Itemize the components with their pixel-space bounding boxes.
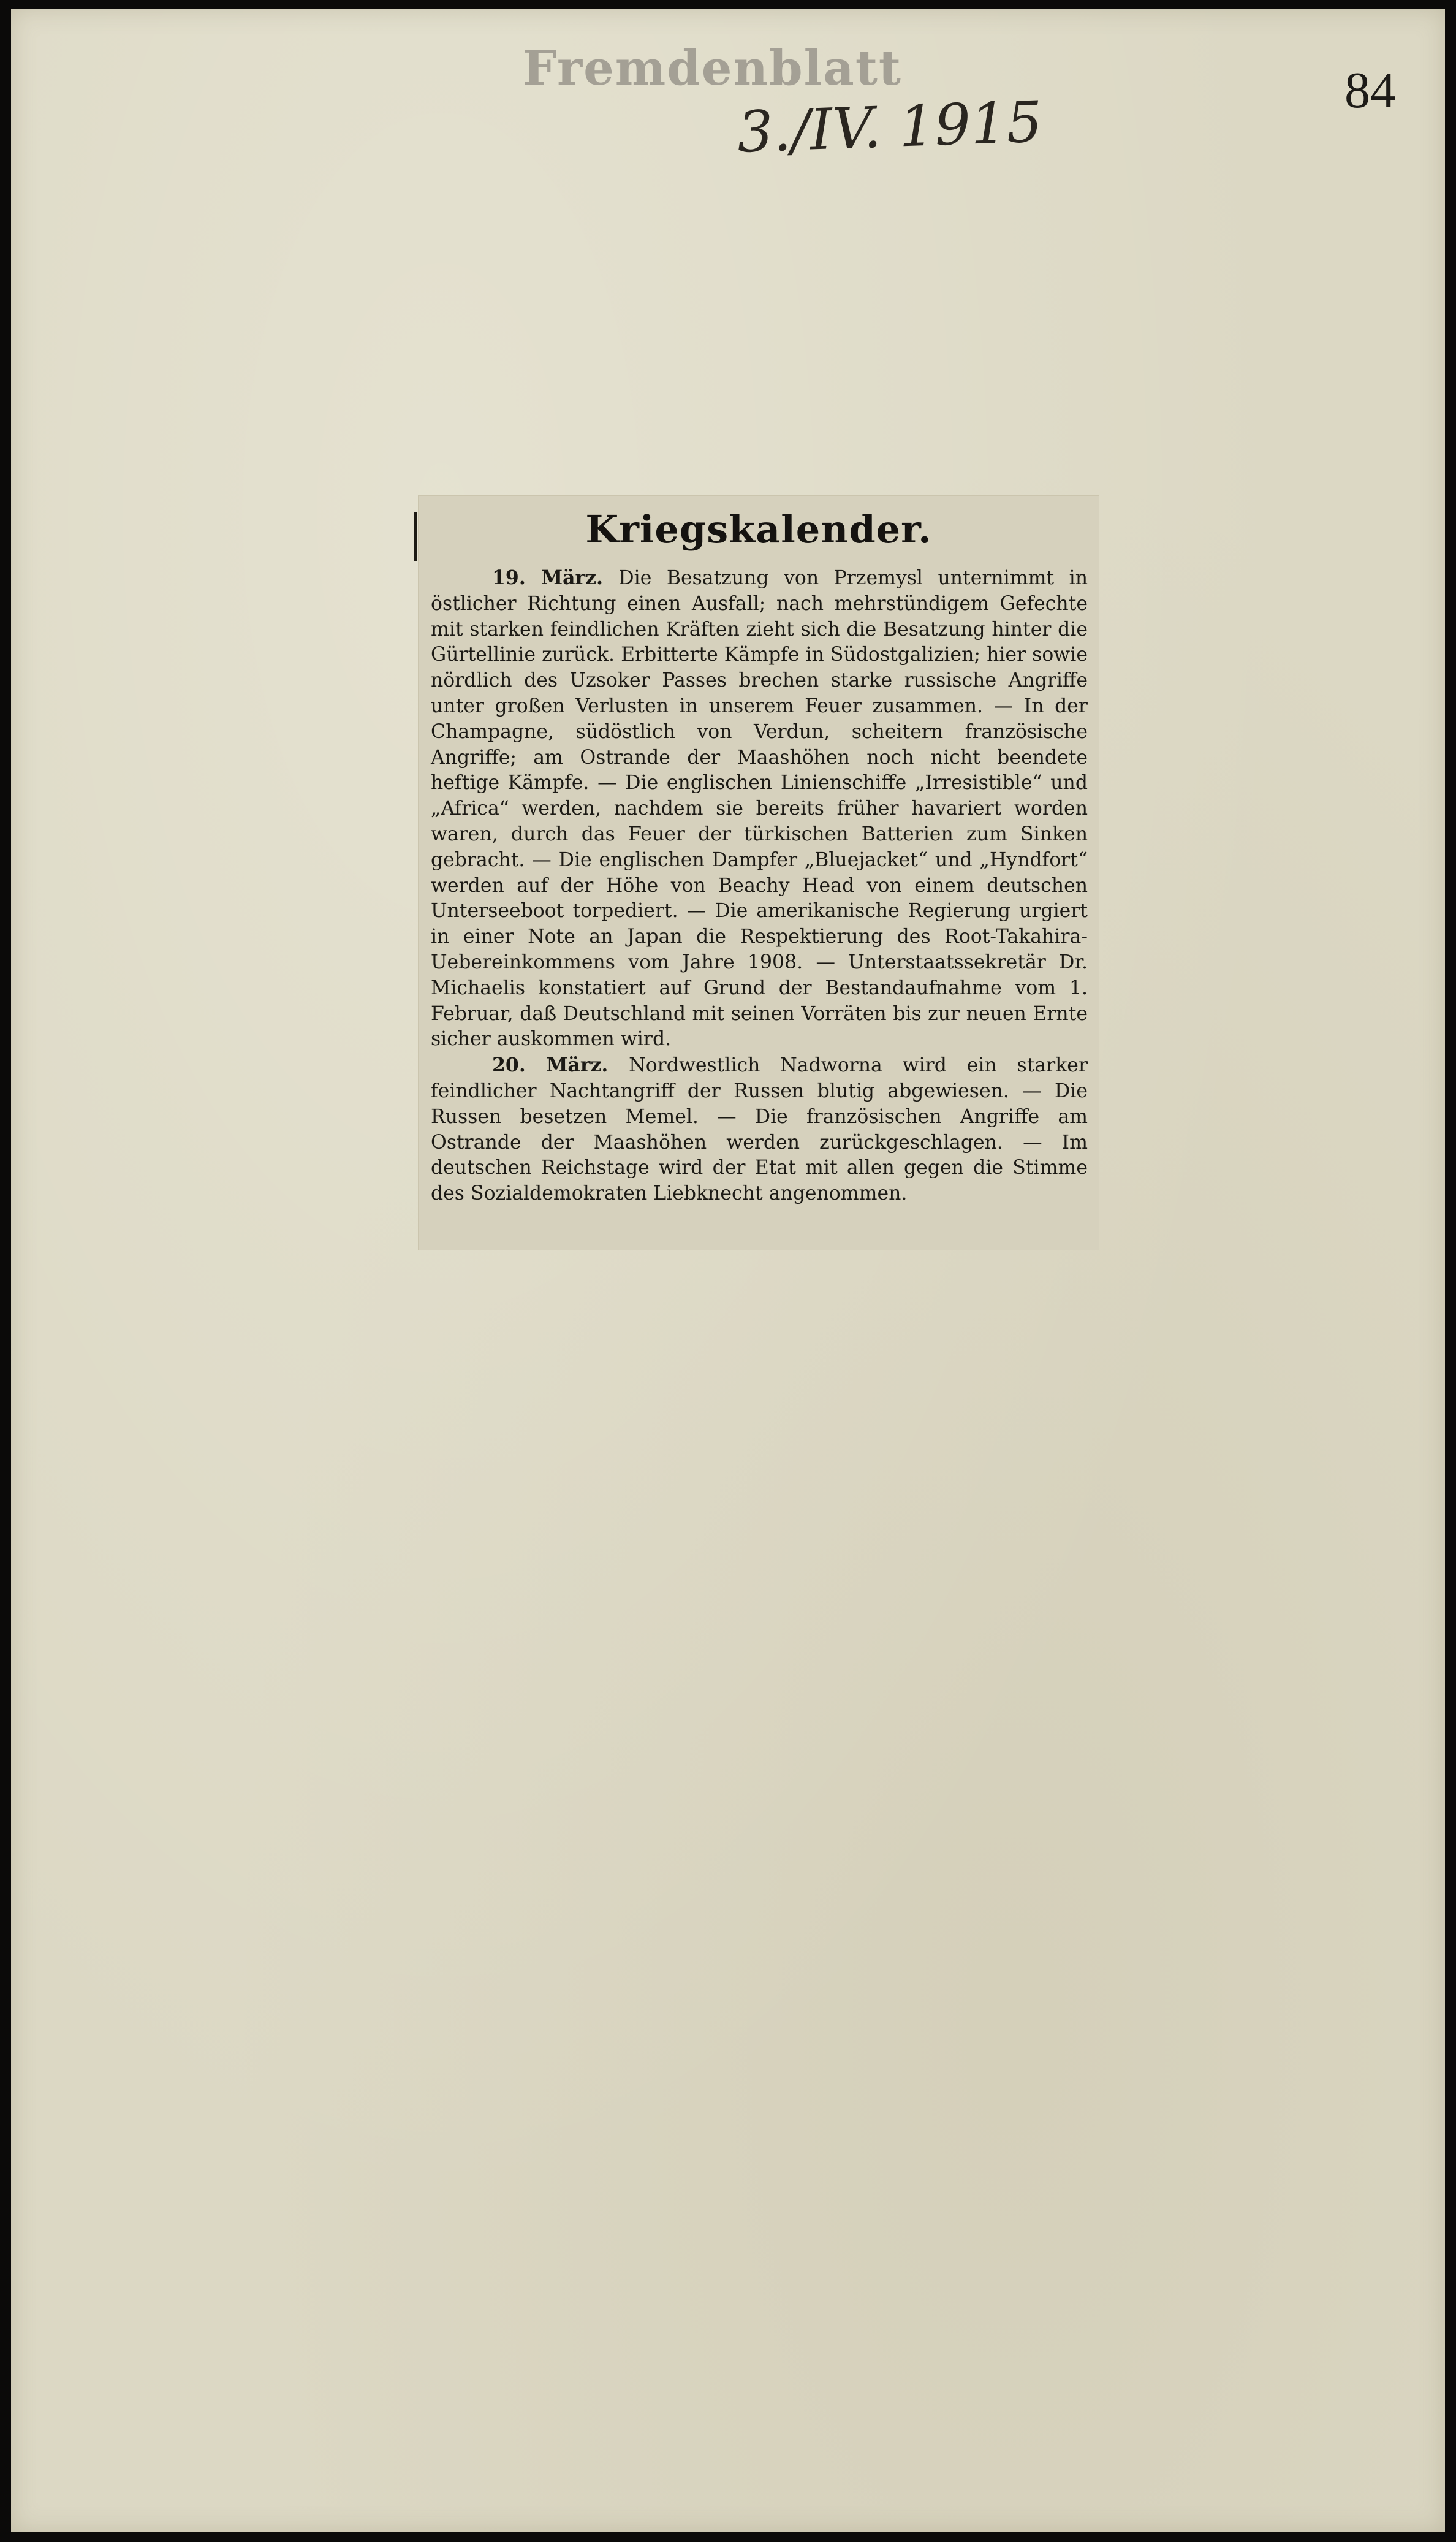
- handwritten-date: 3./IV. 1915: [736, 89, 1044, 166]
- entry-date: 19. März.: [492, 566, 619, 589]
- entry-text: Die Besatzung von Przemysl unternimmt in östlicher Richtung einen Ausfall; nach mehrstündigem Gefechte mit starken feindlichen Kräften zieht sich die Besatzung hinter die Gürtellinie zurück. Erbitterte Kämpfe in Südostgalizien; hier sowie nördlich des Uzsoker Passes brechen starke russische Angriffe unter großen Verlusten in unserem Feuer zusammen. — In der Champagne, südöstlich von Verdun, scheitern französische Angriffe; am Ostrande der Maashöhen noch nicht beendete heftige Kämpfe. — Die englischen Linienschiffe „Irresistible“ und „Africa“ werden, nachdem sie bereits früher havariert worden waren, durch das Feuer der türkischen Batterien zum Sinken gebracht. — Die englischen Dampfer „Bluejacket“ und „Hyndfort“ werden auf der Höhe von Beachy Head von einem deutschen Unterseeboot torpediert. — Die amerikanische Regierung urgiert in einer Note an Japan die Respektierung des Root-Takahira-Uebereinkommens vom Jahre 1908. — Unterstaatssekretär Dr. Michaelis konstatiert auf Grund der Bestandaufnahme vom 1. Februar, daß Deutschland mit seinen Vorräten bis zur neuen Ernte sicher auskommen wird.: [431, 567, 1088, 1051]
- clipping-title: Kriegskalender.: [585, 507, 932, 552]
- page-number: 84: [1344, 62, 1396, 119]
- newspaper-clipping: [418, 495, 1099, 1250]
- archive-sheet: [11, 9, 1445, 2532]
- entry-paragraph: [431, 1052, 1088, 1207]
- margin-mark: [414, 512, 417, 561]
- entry-paragraph: [431, 565, 1088, 1052]
- newspaper-stamp: Fremdenblatt: [523, 40, 902, 96]
- clipping-body: [419, 565, 1099, 1207]
- entry-date: 20. März.: [492, 1054, 629, 1077]
- entry-text: Nordwestlich Nadworna wird ein starker feindlicher Nachtangriff der Russen blutig abgewiesen. — Die Russen besetzen Memel. — Die französischen Angriffe am Ostrande der Maashöhen werden zurückgeschlagen. — Im deutschen Reichstage wird der Etat mit allen gegen die Stimme des Sozialdemokraten Liebknecht angenommen.: [431, 1054, 1088, 1205]
